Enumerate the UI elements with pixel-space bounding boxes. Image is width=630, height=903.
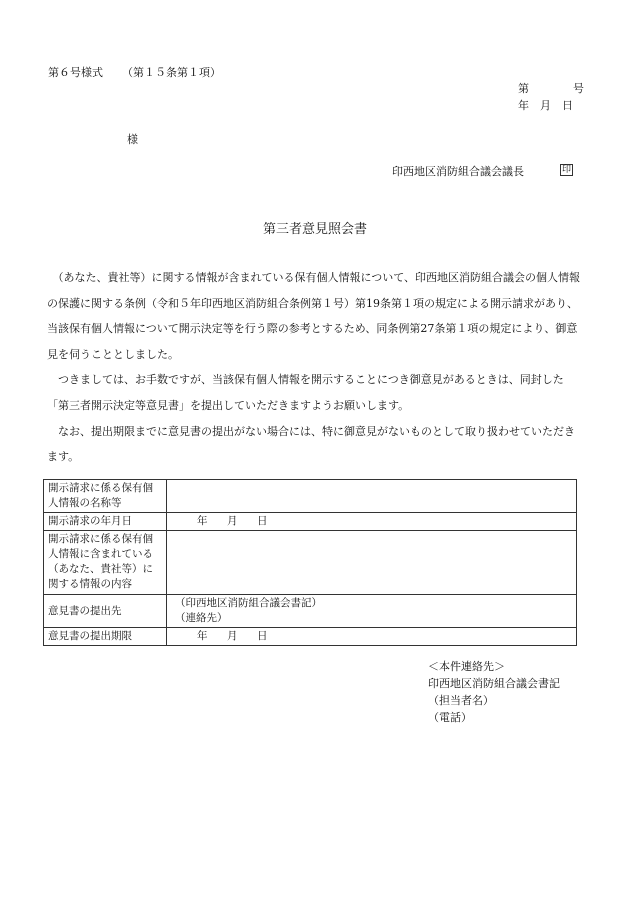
date-month: 月 [540, 99, 551, 112]
sender-name: 印西地区消防組合議会議長 [392, 165, 524, 178]
submission-contact: （連絡先） [175, 612, 228, 624]
table-label-deadline: 意見書の提出期限 [44, 628, 167, 646]
document-number [518, 80, 584, 96]
table-label-submission-to: 意見書の提出先 [44, 595, 167, 628]
seal-mark: 印 [562, 165, 572, 175]
request-month: 月 [227, 515, 238, 527]
body-paragraph-1: （あなた、貴社等）に関する情報が含まれている保有個人情報について、印西地区消防組合議会の個人情報の保護に関する条例（令和５年印西地区消防組合条例第１号）第19条第１項の規定による開示請求があり、当該保有個人情報について開示決定等を行う際の参考とするため、同条例第27条第１項の規定により、御意見を伺うこととしました。 [47, 271, 581, 361]
date-day: 日 [562, 99, 573, 112]
table-row [44, 595, 577, 628]
table-label-request-date: 開示請求の年月日 [44, 513, 167, 531]
info-table [43, 479, 577, 646]
deadline-month: 月 [227, 630, 238, 642]
submission-office: （印西地区消防組合議会書記） [175, 597, 322, 609]
table-row [44, 480, 577, 513]
number-suffix: 号 [573, 82, 584, 95]
body-paragraph-2: つきましては、お手数ですが、当該保有個人情報を開示することにつき御意見があるときは、同封した「第三者開示決定等意見書」を提出していただきますようお願いします。 [47, 373, 564, 412]
table-label-info-name: 開示請求に係る保有個人情報の名称等 [44, 480, 167, 513]
request-day: 日 [257, 515, 268, 527]
body-paragraph-3: なお、提出期限までに意見書の提出がない場合には、特に御意見がないものとして取り扱わせていただきます。 [47, 424, 575, 464]
table-row [44, 513, 577, 531]
page-title: 第三者意見照会書 [262, 222, 367, 237]
contact-phone: （電話） [428, 711, 472, 724]
number-prefix: 第 [518, 82, 529, 95]
table-value-deadline[interactable] [167, 628, 577, 646]
contact-heading: ＜本件連絡先＞ [428, 660, 505, 673]
deadline-day: 日 [257, 630, 268, 642]
table-value-request-date[interactable] [167, 513, 577, 531]
form-number: 第６号様式 [48, 66, 103, 79]
date-year: 年 [518, 99, 529, 112]
table-row [44, 628, 577, 646]
contact-person: （担当者名） [428, 694, 494, 707]
table-value-submission-to[interactable] [167, 595, 577, 628]
deadline-year: 年 [197, 630, 208, 642]
addressee-honorific: 様 [127, 133, 138, 146]
contact-office: 印西地区消防組合議会書記 [428, 677, 560, 690]
document-date [518, 97, 584, 113]
table-row [44, 531, 577, 595]
table-label-info-content: 開示請求に係る保有個人情報に含まれている（あなた、貴社等）に関する情報の内容 [44, 531, 167, 595]
table-value-info-content[interactable] [167, 531, 577, 595]
contact-block [428, 658, 560, 726]
request-year: 年 [197, 515, 208, 527]
body-text [47, 265, 581, 470]
table-value-info-name[interactable] [167, 480, 577, 513]
article-reference: （第１５条第１項） [122, 66, 221, 79]
